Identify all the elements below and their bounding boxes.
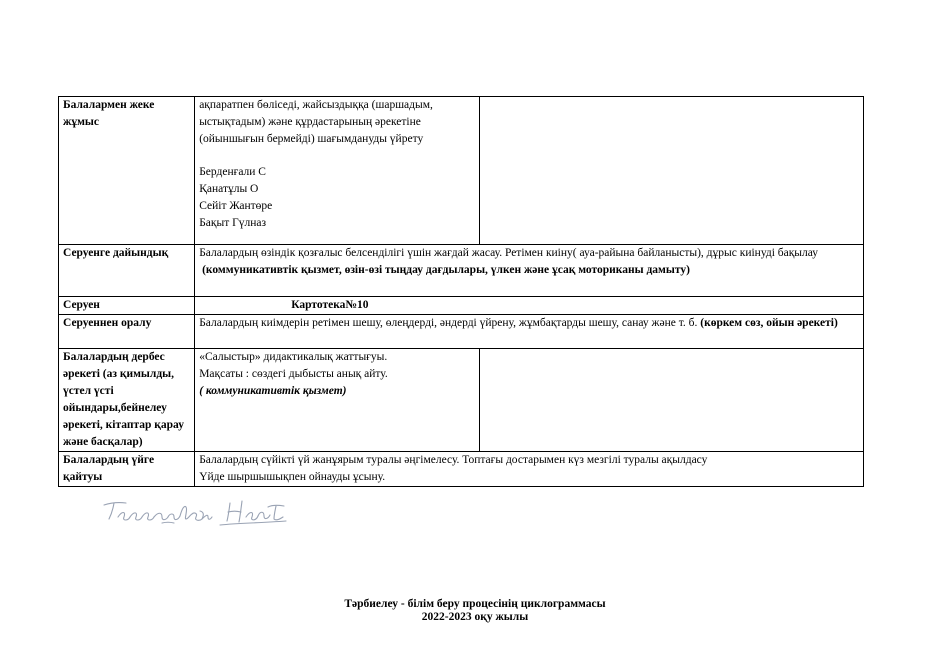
return-text: Балалардың киімдерін ретімен шешу, өлеңдерді, әндерді үйрену, жұмбақтарды шешу, санау және т. б. bbox=[199, 317, 701, 329]
independent-skills: ( коммуникативтік қызмет) bbox=[199, 385, 347, 397]
return-skills: (көркем сөз, ойын әрекеті) bbox=[700, 317, 838, 329]
table-row-walk bbox=[59, 297, 864, 315]
child-name-2: Қанатұлы О bbox=[199, 183, 259, 195]
walk-card-index: Картотека№10 bbox=[291, 299, 369, 311]
home-content bbox=[195, 452, 864, 487]
row-label-individual-work: Балалармен жеке жұмыс bbox=[59, 97, 195, 245]
row-label-independent: Балалардың дербес әрекеті (аз қимылды, үстел үсті ойындары,бейнелеу әрекеті, кітаптар қарау және басқалар) bbox=[59, 349, 195, 452]
independent-line-2: Мақсаты : сөздегі дыбысты анық айту. bbox=[199, 368, 388, 380]
child-name-3: Сейіт Жантөре bbox=[199, 200, 273, 212]
individual-work-line-1: ақпаратпен бөліседі, жайсыздыққа (шаршадым, bbox=[199, 99, 433, 111]
table-row-walk-prep bbox=[59, 245, 864, 297]
table-row-individual-work bbox=[59, 97, 864, 245]
footer-title: Тәрбиелеу - білім беру процесінің циклограммасы bbox=[344, 598, 606, 610]
individual-work-content bbox=[195, 97, 480, 245]
child-name-4: Бақыт Гүлназ bbox=[199, 217, 267, 229]
row-label-walk-prep: Серуенге дайындық bbox=[59, 245, 195, 297]
schedule-table bbox=[58, 96, 864, 487]
walk-prep-content bbox=[195, 245, 864, 297]
table-row-independent bbox=[59, 349, 864, 452]
row-label-return: Серуеннен оралу bbox=[59, 315, 195, 349]
signature-strokes bbox=[104, 501, 286, 525]
row-label-home: Балалардың үйге қайтуы bbox=[59, 452, 195, 487]
home-line-1: Балалардың сүйікті үй жанұярым туралы әңгімелесу. Топтағы достарымен күз мезгілі туралы ақылдасу bbox=[199, 454, 708, 466]
independent-empty-cell bbox=[479, 349, 863, 452]
row-label-walk: Серуен bbox=[59, 297, 195, 315]
independent-content bbox=[195, 349, 480, 452]
walk-content bbox=[195, 297, 864, 315]
table-row-return bbox=[59, 315, 864, 349]
walk-prep-text: Балалардың өзіндік қозғалыс белсенділігі үшін жағдай жасау. Ретімен киіну( ауа-райына байланысты), дұрыс киінуді бақылау bbox=[199, 247, 819, 259]
footer-year: 2022-2023 оқу жылы bbox=[421, 611, 529, 623]
return-content bbox=[195, 315, 864, 349]
spacer bbox=[199, 148, 475, 164]
individual-work-line-3: (ойыншығын бермейді) шағымдануды үйрету bbox=[199, 133, 424, 145]
individual-work-line-2: ыстықтадым) және құрдастарының әрекетіне bbox=[199, 116, 421, 128]
individual-work-empty-cell bbox=[479, 97, 863, 245]
child-name-1: Берденғали С bbox=[199, 166, 266, 178]
walk-prep-skills: (коммуникативтік қызмет, өзін-өзі тыңдау дағдылары, үлкен және ұсақ моториканы дамыту) bbox=[199, 264, 690, 276]
handwritten-signature bbox=[100, 495, 290, 531]
table-row-home bbox=[59, 452, 864, 487]
independent-line-1: «Салыстыр» дидактикалық жаттығуы. bbox=[199, 351, 388, 363]
home-line-2: Үйде шыршышықпен ойнауды ұсыну. bbox=[199, 471, 386, 483]
